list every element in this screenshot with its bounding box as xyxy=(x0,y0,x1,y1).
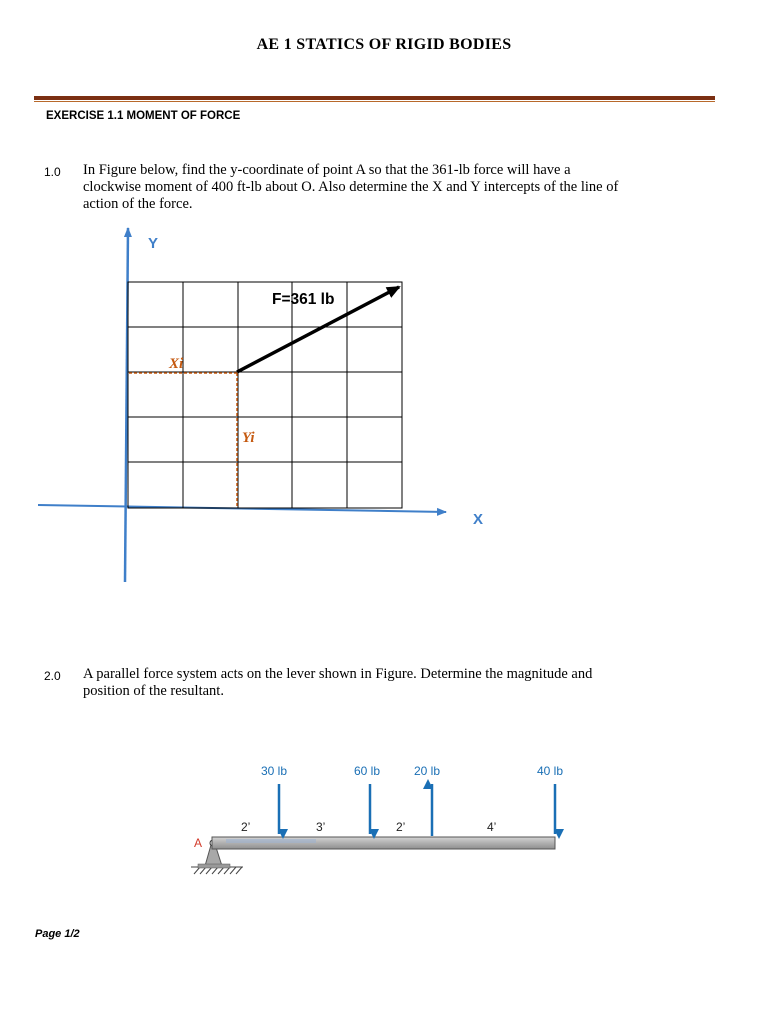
support-label-a: A xyxy=(194,836,203,850)
exercise-heading: EXERCISE 1.1 MOMENT OF FORCE xyxy=(46,110,241,122)
question-2-number: 2.0 xyxy=(44,669,61,683)
support-base xyxy=(198,864,230,868)
spacing-label-4: 4’ xyxy=(487,820,497,834)
question-2-line-2: position of the resultant. xyxy=(83,683,224,699)
document-title: AE 1 STATICS OF RIGID BODIES xyxy=(256,36,512,53)
xi-label: Xi xyxy=(169,356,184,372)
question-1-number: 1.0 xyxy=(44,165,61,179)
load-label-60lb: 60 lb xyxy=(354,764,381,778)
spacing-label-2: 3’ xyxy=(316,820,326,834)
load-label-20lb: 20 lb xyxy=(414,764,441,778)
force-label: F=361 lb xyxy=(272,291,335,308)
question-1-line-2: clockwise moment of 400 ft-lb about O. Also determine the X and Y intercepts of the line of xyxy=(83,179,619,195)
question-1-line-1: In Figure below, find the y-coordinate of point A so that the 361-lb force will have a xyxy=(83,162,571,178)
yi-label: Yi xyxy=(242,430,255,446)
spacing-label-3: 2’ xyxy=(396,820,406,834)
question-2-line-1: A parallel force system acts on the lever shown in Figure. Determine the magnitude and xyxy=(83,666,593,682)
x-axis-label: X xyxy=(473,511,484,528)
load-label-30lb: 30 lb xyxy=(261,764,288,778)
spacing-label-1: 2’ xyxy=(241,820,251,834)
y-axis-label: Y xyxy=(148,235,159,252)
question-1-line-3: action of the force. xyxy=(83,196,193,212)
beam-highlight xyxy=(226,839,316,843)
load-label-40lb: 40 lb xyxy=(537,764,564,778)
page-footer: Page 1/2 xyxy=(35,928,80,940)
